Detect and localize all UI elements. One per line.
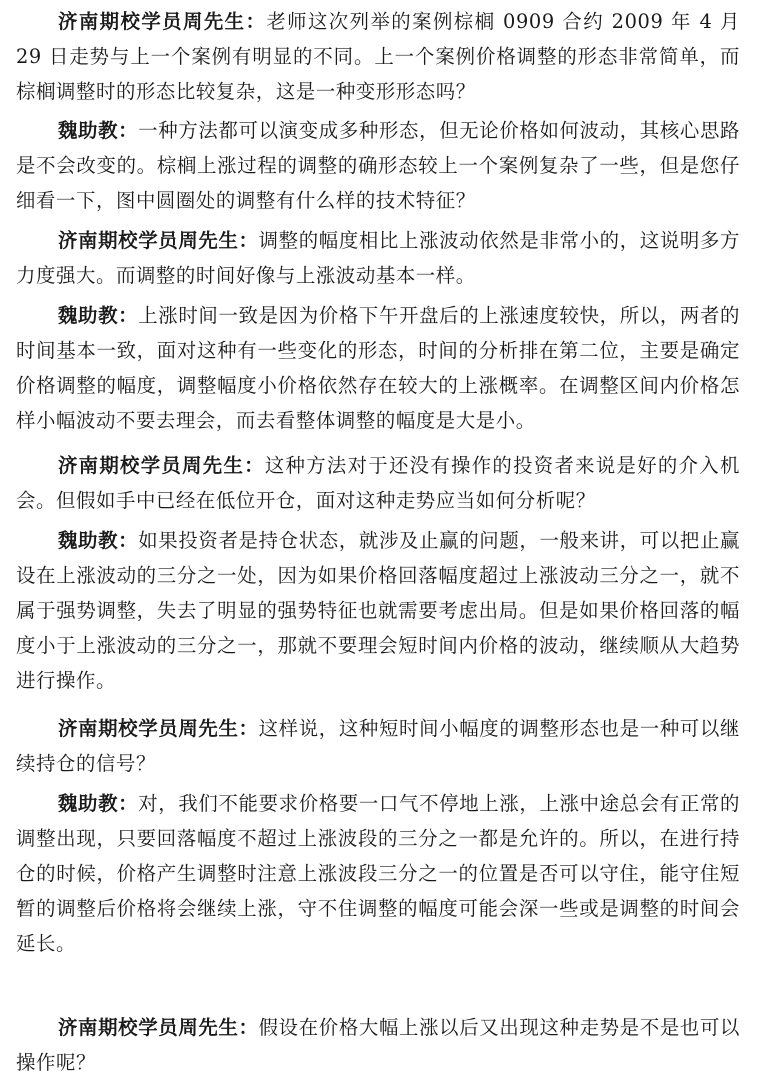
paragraph-text: 这种方法对于还没有操作的投资者来说是好的介入机会。但假如手中已经在低位开仓，面对这种走势应当如何分析呢？ xyxy=(16,454,740,512)
speaker-name: 济南期校学员周先生： xyxy=(58,10,267,33)
dialogue-paragraph xyxy=(16,523,740,698)
dialogue-paragraph xyxy=(16,113,740,218)
speaker-name: 济南期校学员周先生： xyxy=(58,454,265,477)
paragraph-text: 假设在价格大幅上涨以后又出现这种走势是不是也可以操作呢？ xyxy=(16,1016,740,1074)
speaker-name: 魏助教： xyxy=(58,529,139,552)
dialogue-paragraph xyxy=(16,4,740,109)
paragraph-text: 这样说，这种短时间小幅度的调整形态也是一种可以继续持仓的信号？ xyxy=(16,717,740,775)
dialogue-paragraph xyxy=(16,298,740,438)
speaker-name: 魏助教： xyxy=(58,119,139,142)
paragraph-text: 上涨时间一致是因为价格下午开盘后的上涨速度较快，所以，两者的时间基本一致，面对这种有一些变化的形态，时间的分析排在第二位，主要是确定价格调整的幅度，调整幅度小价格依然存在较大的上涨概率。在调整区间内价格怎样小幅波动不要去理会，而去看整体调整的幅度是大是小。 xyxy=(16,304,740,432)
paragraph-text: 一种方法都可以演变成多种形态，但无论价格如何波动，其核心思路是不会改变的。棕榈上涨过程的调整的确形态较上一个案例复杂了一些，但是您仔细看一下，图中圆圈处的调整有什么样的技术特征？ xyxy=(16,119,740,212)
paragraph-text: 对，我们不能要求价格要一口气不停地上涨，上涨中途总会有正常的调整出现，只要回落幅度不超过上涨波段的三分之一都是允许的。所以，在进行持仓的时候，价格产生调整时注意上涨波段三分之一的位置是否可以守住，能守住短暂的调整后价格将会继续上涨，守不住调整的幅度可能会深一些或是调整的时间会延长。 xyxy=(16,792,740,955)
speaker-name: 济南期校学员周先生： xyxy=(58,229,259,252)
speaker-name: 魏助教： xyxy=(58,304,139,327)
dialogue-paragraph xyxy=(16,1010,740,1080)
speaker-name: 济南期校学员周先生： xyxy=(58,1016,259,1039)
speaker-name: 魏助教： xyxy=(58,792,139,815)
dialogue-paragraph xyxy=(16,223,740,293)
speaker-name: 济南期校学员周先生： xyxy=(58,717,259,740)
dialogue-paragraph xyxy=(16,711,740,781)
paragraph-text: 如果投资者是持仓状态，就涉及止赢的问题，一般来讲，可以把止赢设在上涨波动的三分之一处，因为如果价格回落幅度超过上涨波动三分之一，就不属于强势调整，失去了明显的强势特征也就需要考虑出局。但是如果价格回落的幅度小于上涨波动的三分之一，那就不要理会短时间内价格的波动，继续顺从大趋势进行操作。 xyxy=(16,529,740,692)
paragraph-text: 调整的幅度相比上涨波动依然是非常小的，这说明多方力度强大。而调整的时间好像与上涨波动基本一样。 xyxy=(16,229,740,287)
dialogue-paragraph xyxy=(16,786,740,961)
paragraph-text: 老师这次列举的案例棕榈 0909 合约 2009 年 4 月 29 日走势与上一个案例有明显的不同。上一个案例价格调整的形态非常简单，而棕榈调整时的形态比较复杂，这是一种变形形态吗？ xyxy=(16,10,740,103)
dialogue-paragraph xyxy=(16,448,740,518)
